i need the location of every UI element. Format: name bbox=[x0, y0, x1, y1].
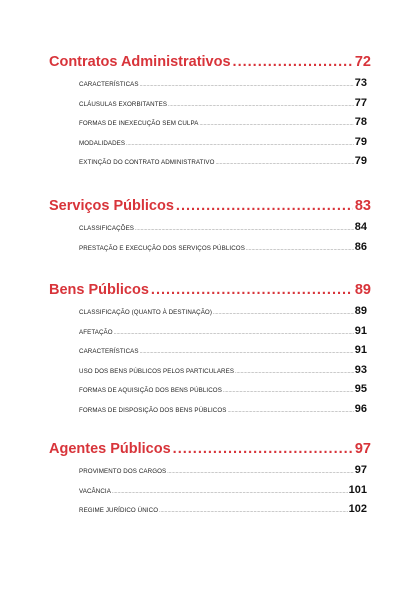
entry-page: 84 bbox=[354, 221, 367, 233]
entry-label: CLÁUSULAS EXORBITANTES bbox=[79, 100, 168, 108]
entry-page: 95 bbox=[354, 383, 367, 395]
entry-page: 79 bbox=[354, 155, 367, 167]
chapter-title: Bens Públicos bbox=[49, 282, 149, 298]
entry-page: 78 bbox=[354, 116, 367, 128]
dot-leader bbox=[216, 160, 354, 166]
entry-label: REGIME JURÍDICO ÚNICO bbox=[79, 507, 159, 514]
toc-entry[interactable] bbox=[79, 364, 367, 384]
toc-entry[interactable] bbox=[79, 503, 367, 523]
toc-entry[interactable] bbox=[79, 464, 367, 484]
toc-entries bbox=[79, 464, 367, 523]
chapter-page: 72 bbox=[354, 54, 371, 70]
entry-label: FORMAS DE INEXECUÇÃO SEM CULPA bbox=[79, 120, 199, 127]
entry-page: 73 bbox=[354, 77, 367, 89]
entry-label: CLASSIFICAÇÃO (QUANTO À DESTINAÇÃO) bbox=[79, 309, 212, 316]
toc-section-bens bbox=[49, 282, 371, 422]
entry-label: EXTINÇÃO DO CONTRATO ADMINISTRATIVO bbox=[79, 159, 215, 166]
dot-leader bbox=[114, 330, 354, 336]
dot-leader bbox=[223, 388, 354, 394]
toc-entries bbox=[79, 305, 367, 422]
dot-leader bbox=[112, 489, 348, 495]
entry-page: 93 bbox=[354, 363, 367, 376]
chapter-page: 83 bbox=[354, 198, 371, 214]
dot-leader bbox=[159, 508, 348, 514]
chapter-page: 89 bbox=[354, 282, 371, 298]
toc-entry[interactable] bbox=[79, 155, 367, 175]
dot-leader bbox=[151, 282, 353, 298]
entry-label: CLASSIFICAÇÕES bbox=[79, 225, 135, 232]
entry-page: 96 bbox=[354, 402, 367, 415]
chapter-title: Contratos Administrativos bbox=[49, 54, 231, 70]
chapter-title: Agentes Públicos bbox=[49, 441, 171, 457]
entry-page: 91 bbox=[354, 324, 367, 337]
toc-entries bbox=[79, 221, 367, 260]
entry-page: 102 bbox=[348, 503, 367, 515]
entry-label: MODALIDADES bbox=[79, 139, 126, 147]
entry-label: PROVIMENTO DOS CARGOS bbox=[79, 468, 167, 475]
entry-page: 89 bbox=[354, 305, 367, 317]
entry-label: VACÂNCIA bbox=[79, 487, 111, 495]
entry-page: 97 bbox=[354, 464, 367, 476]
entry-label: FORMAS DE DISPOSIÇÃO DOS BENS PÚBLICOS bbox=[79, 406, 227, 414]
dot-leader bbox=[140, 82, 354, 88]
entry-page: 79 bbox=[354, 135, 367, 148]
toc-section-servicos bbox=[49, 198, 371, 260]
toc-entry[interactable] bbox=[79, 77, 367, 97]
entry-label: FORMAS DE AQUISIÇÃO DOS BENS PÚBLICOS bbox=[79, 387, 222, 394]
entry-label: CARACTERÍSTICAS bbox=[79, 81, 139, 88]
toc-entry[interactable] bbox=[79, 344, 367, 364]
dot-leader bbox=[199, 121, 353, 127]
entry-page: 91 bbox=[354, 344, 367, 356]
toc-entry[interactable] bbox=[79, 484, 367, 504]
entry-label: CARACTERÍSTICAS bbox=[79, 348, 139, 355]
dot-leader bbox=[228, 408, 354, 414]
toc-section-agentes bbox=[49, 441, 371, 523]
entry-label: PRESTAÇÃO E EXECUÇÃO DOS SERVIÇOS PÚBLICOS bbox=[79, 244, 245, 252]
dot-leader bbox=[168, 102, 354, 108]
entry-page: 77 bbox=[354, 96, 367, 109]
toc-entry[interactable] bbox=[79, 403, 367, 423]
entry-page: 101 bbox=[348, 483, 367, 496]
toc-entries bbox=[79, 77, 367, 175]
dot-leader bbox=[173, 441, 353, 457]
toc-entry[interactable] bbox=[79, 136, 367, 156]
chapter-page: 97 bbox=[354, 441, 371, 457]
toc-entry[interactable] bbox=[79, 97, 367, 117]
chapter-heading[interactable] bbox=[49, 441, 371, 461]
toc-section-contratos bbox=[49, 54, 371, 175]
toc-entry[interactable] bbox=[79, 221, 367, 241]
dot-leader bbox=[246, 246, 354, 252]
chapter-heading[interactable] bbox=[49, 198, 371, 218]
chapter-heading[interactable] bbox=[49, 54, 371, 74]
dot-leader bbox=[233, 54, 353, 70]
dot-leader bbox=[135, 226, 354, 232]
dot-leader bbox=[126, 141, 354, 147]
dot-leader bbox=[140, 349, 354, 355]
dot-leader bbox=[167, 469, 354, 475]
entry-page: 86 bbox=[354, 240, 367, 253]
toc-entry[interactable] bbox=[79, 383, 367, 403]
chapter-heading[interactable] bbox=[49, 282, 371, 302]
entry-label: USO DOS BENS PÚBLICOS PELOS PARTICULARES bbox=[79, 367, 235, 375]
dot-leader bbox=[235, 369, 354, 375]
toc-entry[interactable] bbox=[79, 241, 367, 261]
dot-leader bbox=[213, 310, 354, 316]
toc-entry[interactable] bbox=[79, 325, 367, 345]
entry-label: AFETAÇÃO bbox=[79, 328, 113, 336]
chapter-title: Serviços Públicos bbox=[49, 198, 174, 214]
dot-leader bbox=[176, 198, 353, 214]
toc-entry[interactable] bbox=[79, 305, 367, 325]
toc-entry[interactable] bbox=[79, 116, 367, 136]
